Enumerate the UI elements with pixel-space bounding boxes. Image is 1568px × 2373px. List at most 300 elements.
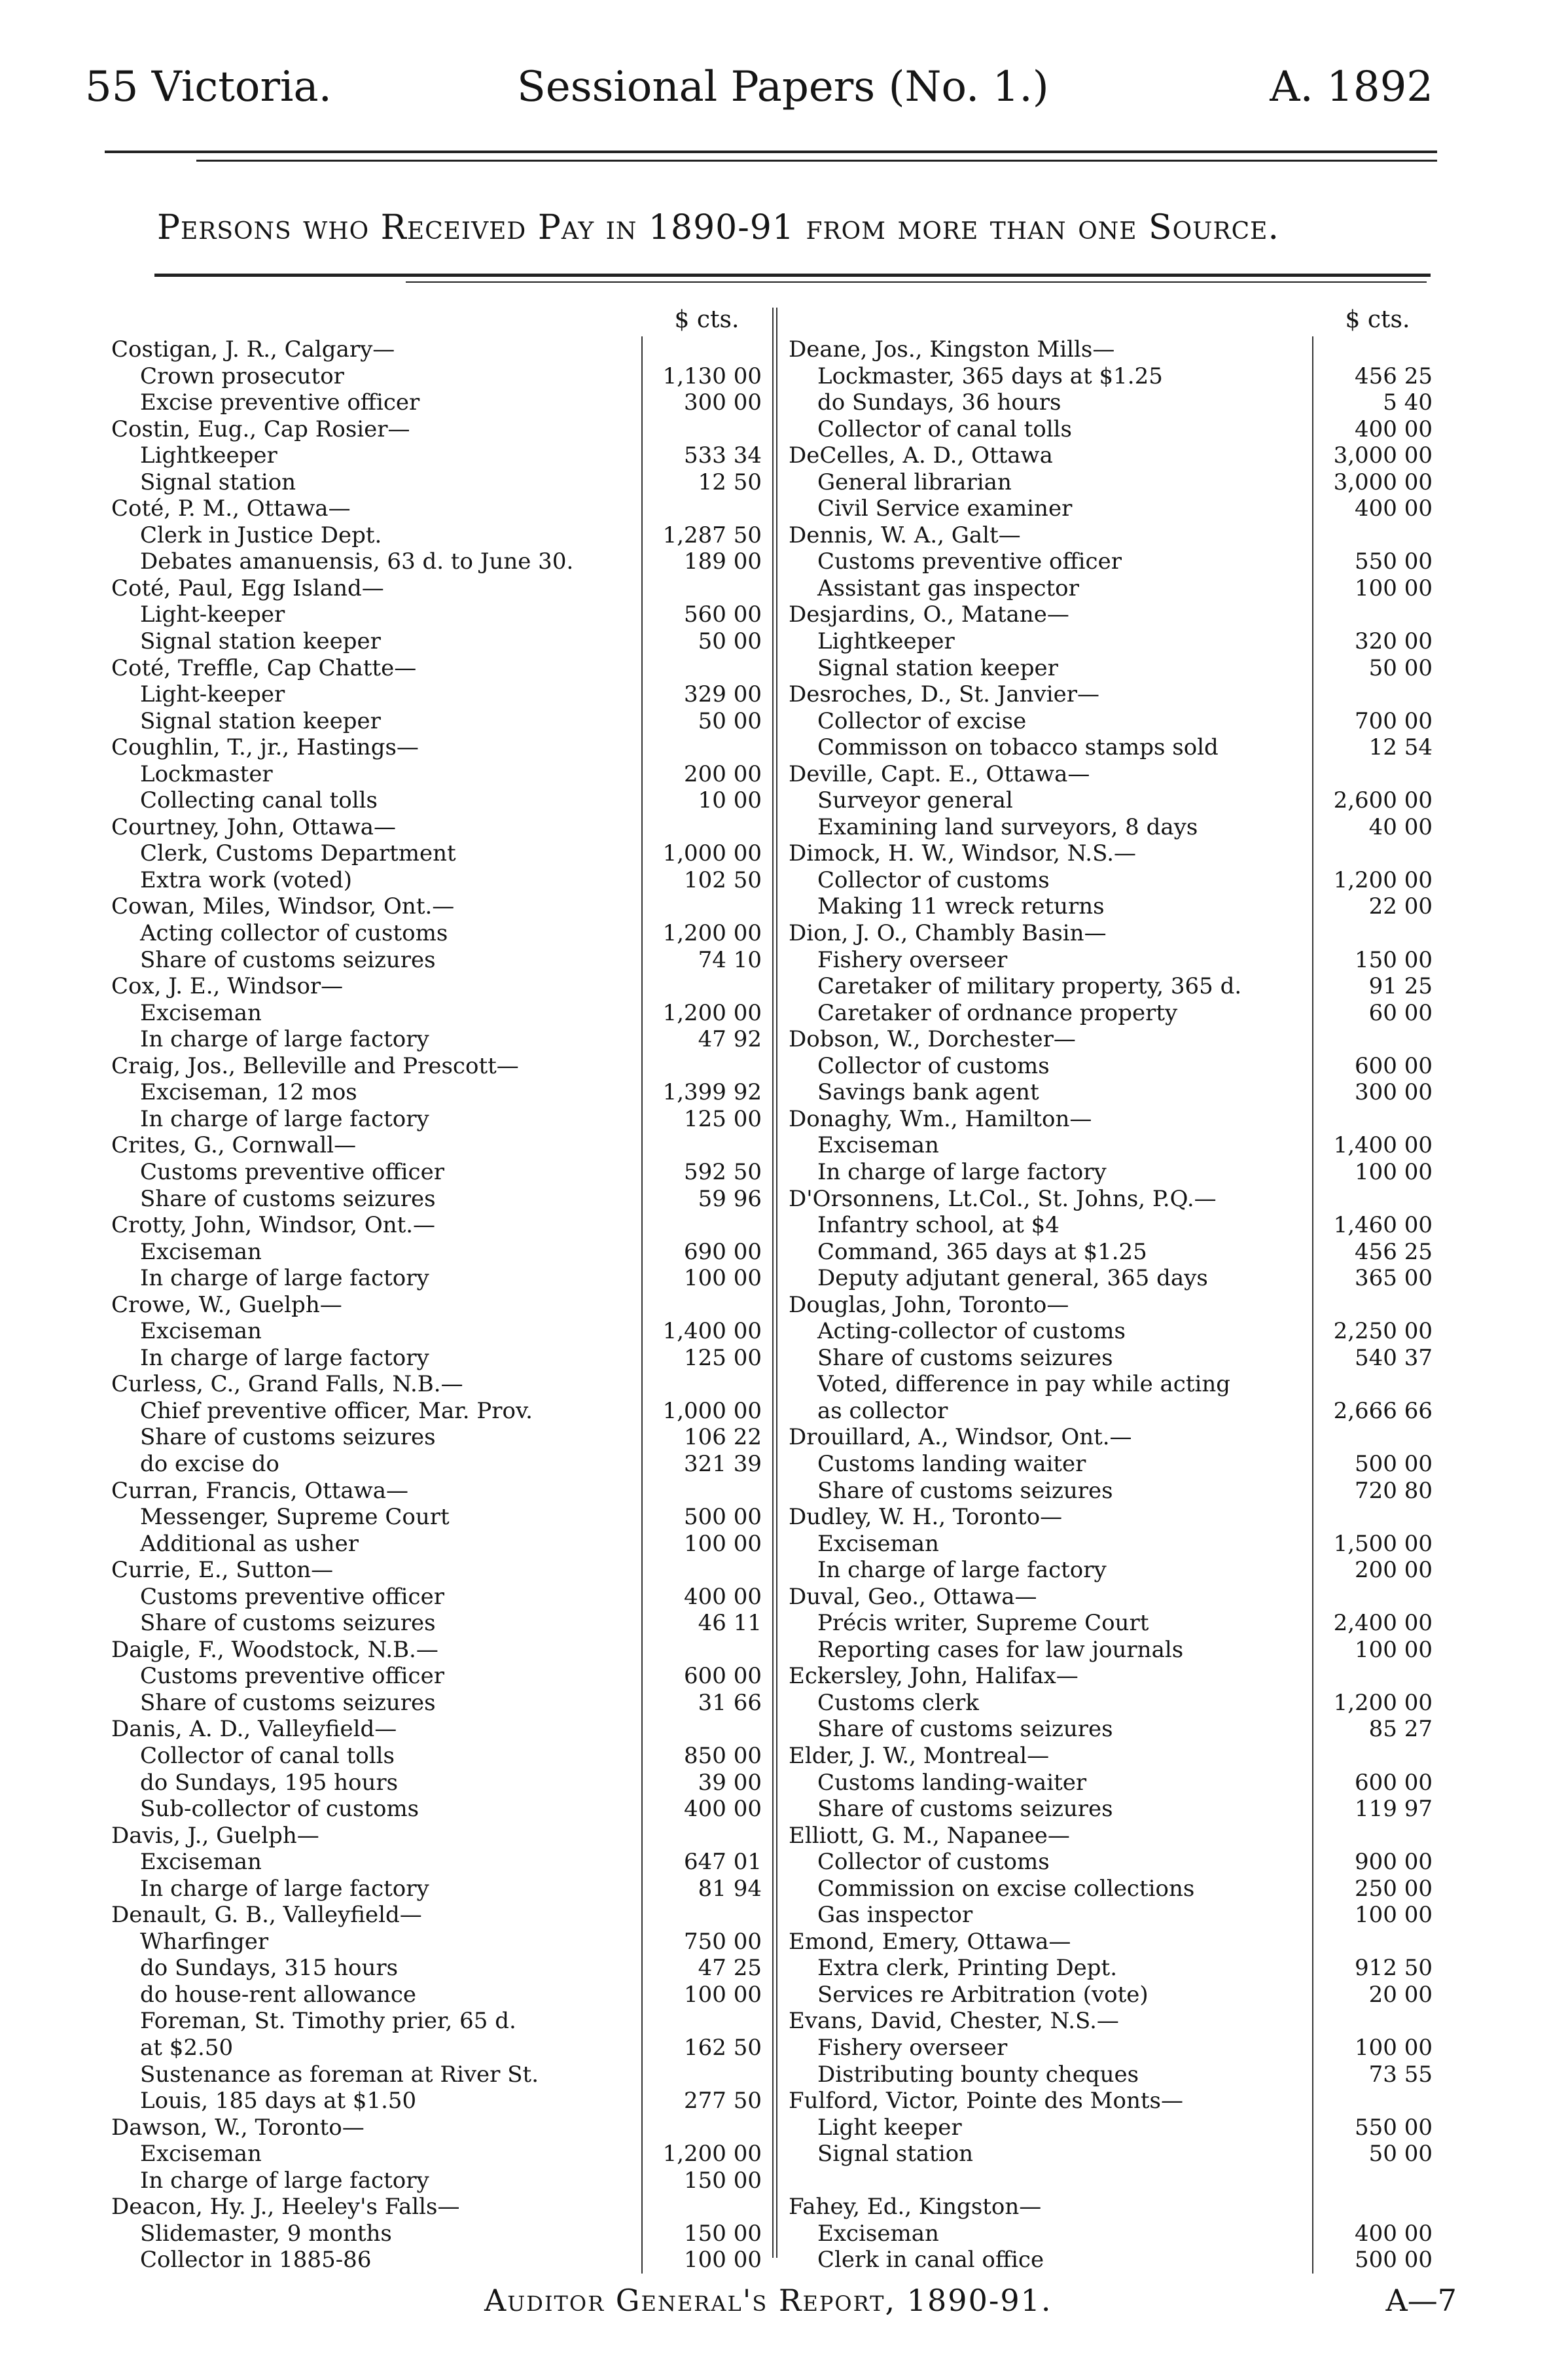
- column-divider-left: [772, 308, 774, 2258]
- payment-row: [111, 1451, 772, 1478]
- payment-description: Share of customs seizures: [140, 946, 436, 973]
- header-sessional-papers: Sessional Papers (No. 1.): [517, 63, 1049, 111]
- amount: 1,287 50: [641, 522, 772, 549]
- payment-row: [789, 2221, 1443, 2247]
- amount: 1,130 00: [641, 363, 772, 390]
- payment-row: [111, 1584, 772, 1611]
- payment-row: [789, 1398, 1443, 1425]
- amount: [641, 2194, 772, 2221]
- amount: 73 55: [1312, 2061, 1443, 2088]
- payment-description: Reporting cases for law journals: [817, 1636, 1184, 1663]
- payment-row: [789, 1770, 1443, 1796]
- amount: 592 50: [641, 1159, 772, 1186]
- amount: 46 11: [641, 1610, 772, 1637]
- payment-row: [789, 1079, 1443, 1106]
- amount: 690 00: [641, 1239, 772, 1266]
- person-row: [111, 1053, 772, 1080]
- person-row: [789, 1424, 1443, 1451]
- person-row: [789, 2088, 1443, 2114]
- person-name: Curless, C., Grand Falls, N.B.—: [111, 1371, 463, 1398]
- page-header: [85, 63, 1433, 122]
- person-name: Costigan, J. R., Calgary—: [111, 336, 395, 363]
- payment-row: [111, 1424, 772, 1451]
- person-name: D'Orsonnens, Lt.Col., St. Johns, P.Q.—: [789, 1185, 1217, 1212]
- amount: 106 22: [641, 1424, 772, 1451]
- amount: 321 39: [641, 1451, 772, 1478]
- person-row: [789, 1504, 1443, 1531]
- person-row: [789, 2008, 1443, 2035]
- person-row: [789, 336, 1443, 363]
- amount: [641, 416, 772, 443]
- payment-row: [789, 1557, 1443, 1584]
- payment-row: [111, 1345, 772, 1372]
- amount: [1312, 1584, 1443, 1611]
- payment-description: Signal station: [817, 2141, 974, 2168]
- amount: 500 00: [1312, 2247, 1443, 2274]
- person-name: Douglas, John, Toronto—: [789, 1291, 1069, 1318]
- person-row: [789, 2194, 1443, 2221]
- payment-description: Exciseman: [140, 1318, 262, 1345]
- amount: [1312, 2008, 1443, 2035]
- person-name: Deville, Capt. E., Ottawa—: [789, 760, 1090, 787]
- payment-row: [111, 2061, 772, 2088]
- payment-row: [111, 628, 772, 655]
- payment-row: [111, 363, 772, 390]
- person-name: Deane, Jos., Kingston Mills—: [789, 336, 1115, 363]
- payment-row: [111, 2247, 772, 2274]
- payment-row: [111, 1239, 772, 1266]
- person-row: [789, 1823, 1443, 1849]
- payment-description: Clerk in canal office: [817, 2247, 1044, 2274]
- payment-row: [111, 522, 772, 549]
- payment-description: Share of customs seizures: [140, 1610, 436, 1637]
- amount: 100 00: [641, 1531, 772, 1558]
- header-session: 55 Victoria.: [85, 63, 332, 111]
- payment-row: [789, 1371, 1443, 1398]
- payment-row: [789, 1531, 1443, 1558]
- person-name: Desjardins, O., Matane—: [789, 601, 1069, 628]
- amount: 277 50: [641, 2088, 772, 2114]
- payment-description: Share of customs seizures: [817, 1344, 1113, 1371]
- amount: [641, 655, 772, 682]
- payment-row: [789, 1637, 1443, 1664]
- amount: 3,000 00: [1312, 442, 1443, 469]
- payment-description: Lightkeeper: [140, 442, 277, 469]
- person-name: Coughlin, T., jr., Hastings—: [111, 734, 419, 761]
- payment-row: [111, 1610, 772, 1637]
- payment-row: [111, 1000, 772, 1027]
- person-name: Elliott, G. M., Napanee—: [789, 1822, 1070, 1849]
- payment-description: Messenger, Supreme Court: [140, 1504, 450, 1531]
- payment-description: In charge of large factory: [140, 1026, 429, 1053]
- payment-description: Lockmaster, 365 days at $1.25: [817, 363, 1163, 389]
- amount: 329 00: [641, 681, 772, 708]
- payment-row: [789, 1876, 1443, 1902]
- amount: 2,400 00: [1312, 1610, 1443, 1637]
- amount: 2,600 00: [1312, 787, 1443, 814]
- amount: 850 00: [641, 1743, 772, 1770]
- amount: 12 50: [641, 469, 772, 496]
- amount: [1312, 840, 1443, 867]
- person-name: Duval, Geo., Ottawa—: [789, 1583, 1037, 1610]
- person-row: [789, 601, 1443, 628]
- payment-description: Customs preventive officer: [140, 1158, 444, 1185]
- payment-description: In charge of large factory: [140, 1265, 429, 1292]
- person-name: Daigle, F., Woodstock, N.B.—: [111, 1636, 438, 1663]
- amount: 1,200 00: [641, 2141, 772, 2168]
- amount: 40 00: [1312, 814, 1443, 841]
- payment-row: [789, 1159, 1443, 1186]
- payment-description: Lightkeeper: [817, 628, 955, 655]
- amount: [1312, 2194, 1443, 2221]
- person-name: Coté, Paul, Egg Island—: [111, 575, 384, 601]
- amount: 125 00: [641, 1106, 772, 1133]
- person-name: Denault, G. B., Valleyfield—: [111, 1902, 422, 1929]
- payment-description: Assistant gas inspector: [817, 575, 1079, 601]
- person-row: [789, 761, 1443, 788]
- payment-description: Précis writer, Supreme Court: [817, 1610, 1149, 1637]
- payment-description: Share of customs seizures: [140, 1424, 436, 1451]
- person-row: [111, 1557, 772, 1584]
- person-name: [789, 2168, 1312, 2194]
- person-name: Desroches, D., St. Janvier—: [789, 681, 1099, 708]
- payment-description: Customs landing waiter: [817, 1450, 1086, 1477]
- payment-description: Signal station keeper: [140, 628, 381, 655]
- payment-row: [111, 2035, 772, 2061]
- payment-description: Distributing bounty cheques: [817, 2061, 1139, 2088]
- payment-description: Exciseman: [817, 2220, 939, 2247]
- amount: 300 00: [1312, 1079, 1443, 1106]
- payment-row: [789, 389, 1443, 416]
- payment-description: Light keeper: [817, 2114, 962, 2141]
- payment-description: Customs clerk: [817, 1689, 979, 1716]
- amount: 102 50: [641, 867, 772, 894]
- payment-description: Collector of canal tolls: [817, 416, 1072, 442]
- payment-row: [111, 1265, 772, 1292]
- person-row: [789, 1186, 1443, 1213]
- payment-row: [789, 548, 1443, 575]
- amount: [1312, 1424, 1443, 1451]
- person-name: Dennis, W. A., Galt—: [789, 522, 1021, 548]
- amount: 59 96: [641, 1186, 772, 1213]
- person-name: Fahey, Ed., Kingston—: [789, 2194, 1042, 2221]
- amount: 1,460 00: [1312, 1212, 1443, 1239]
- payment-description: Share of customs seizures: [817, 1796, 1113, 1823]
- person-name: Curran, Francis, Ottawa—: [111, 1477, 409, 1504]
- amount: 100 00: [641, 1265, 772, 1292]
- person-name: Crotty, John, Windsor, Ont.—: [111, 1212, 436, 1239]
- payment-row: [111, 1796, 772, 1823]
- person-row: [789, 920, 1443, 947]
- person-name: Drouillard, A., Windsor, Ont.—: [789, 1424, 1132, 1451]
- person-row: [111, 973, 772, 1000]
- amount: [641, 1637, 772, 1664]
- person-name: Crites, G., Cornwall—: [111, 1132, 357, 1159]
- payment-description: Collector of customs: [817, 1052, 1050, 1079]
- payment-description: Examining land surveyors, 8 days: [817, 813, 1198, 840]
- amount: [1312, 2088, 1443, 2114]
- amount: 540 37: [1312, 1345, 1443, 1372]
- amount: 100 00: [641, 1982, 772, 2008]
- person-row: [111, 1371, 772, 1398]
- amount: 100 00: [1312, 1159, 1443, 1186]
- payment-row: [789, 655, 1443, 682]
- payment-description: do Sundays, 315 hours: [140, 1955, 399, 1982]
- payment-row: [111, 2221, 772, 2247]
- person-name: Craig, Jos., Belleville and Prescott—: [111, 1052, 519, 1079]
- amount: [641, 495, 772, 522]
- payment-description: Collecting canal tolls: [140, 787, 378, 814]
- payment-row: [111, 2088, 772, 2114]
- amount: 100 00: [1312, 1902, 1443, 1929]
- payment-row: [111, 1690, 772, 1717]
- amount: [1312, 1504, 1443, 1531]
- payment-description: Clerk in Justice Dept.: [140, 522, 382, 548]
- payment-description: In charge of large factory: [140, 1105, 429, 1132]
- payment-row: [789, 1955, 1443, 1982]
- amount: [1312, 1292, 1443, 1319]
- payment-description: Exciseman: [140, 1849, 262, 1876]
- amount: 400 00: [1312, 495, 1443, 522]
- payment-row: [789, 1982, 1443, 2008]
- amount: 600 00: [641, 1663, 772, 1690]
- payment-description: do house-rent allowance: [140, 1981, 417, 2008]
- payment-row: [789, 416, 1443, 443]
- payment-row: [111, 2141, 772, 2168]
- amount: 250 00: [1312, 1876, 1443, 1902]
- person-name: Dion, J. O., Chambly Basin—: [789, 920, 1107, 947]
- amount: 1,200 00: [1312, 1690, 1443, 1717]
- person-name: Eckersley, John, Halifax—: [789, 1663, 1078, 1690]
- payment-description: Exciseman: [140, 999, 262, 1026]
- payment-row: [111, 708, 772, 735]
- payment-description: Customs preventive officer: [140, 1663, 444, 1690]
- payment-row: [789, 1212, 1443, 1239]
- amount: [1312, 1663, 1443, 1690]
- payment-row: [789, 1716, 1443, 1743]
- amount: 119 97: [1312, 1796, 1443, 1823]
- payment-row: [111, 1849, 772, 1876]
- payment-row: [789, 814, 1443, 841]
- amount: 47 25: [641, 1955, 772, 1982]
- payment-row: [111, 1026, 772, 1053]
- amount: 1,200 00: [641, 920, 772, 947]
- amount: 750 00: [641, 1929, 772, 1955]
- payment-row: [789, 1796, 1443, 1823]
- amount: 91 25: [1312, 973, 1443, 1000]
- payment-description: Collector in 1885-86: [140, 2247, 372, 2274]
- payment-description: Caretaker of ordnance property: [817, 999, 1178, 1026]
- right-rows: [789, 336, 1443, 2274]
- payment-description: Debates amanuensis, 63 d. to June 30.: [140, 548, 574, 575]
- payment-description: Deputy adjutant general, 365 days: [817, 1265, 1208, 1292]
- amount: 1,400 00: [641, 1318, 772, 1345]
- amount: 39 00: [641, 1770, 772, 1796]
- amount: 100 00: [1312, 2035, 1443, 2061]
- person-name: Dawson, W., Toronto—: [111, 2114, 365, 2141]
- person-name: DeCelles, A. D., Ottawa: [789, 442, 1053, 469]
- payment-row: [111, 761, 772, 788]
- payment-row: [111, 1186, 772, 1213]
- amount: 1,399 92: [641, 1079, 772, 1106]
- amount: 150 00: [1312, 947, 1443, 974]
- person-row: [111, 1902, 772, 1929]
- amount: [641, 1902, 772, 1929]
- amount: 150 00: [641, 2221, 772, 2247]
- payment-description: at $2.50: [140, 2035, 234, 2061]
- payment-description: Collector of customs: [817, 1849, 1050, 1876]
- payment-description: Slidemaster, 9 months: [140, 2220, 392, 2247]
- payment-description: Share of customs seizures: [140, 1689, 436, 1716]
- amount: 3,000 00: [1312, 469, 1443, 496]
- column-divider-right: [776, 308, 777, 2258]
- amount: 550 00: [1312, 548, 1443, 575]
- amount: 500 00: [641, 1504, 772, 1531]
- person-row: [789, 1106, 1443, 1133]
- payment-description: Lockmaster: [140, 760, 273, 787]
- person-row: [789, 681, 1443, 708]
- payment-row: [789, 2247, 1443, 2274]
- payment-row: [111, 469, 772, 496]
- payment-description: Additional as usher: [140, 1530, 359, 1557]
- payment-description: Gas inspector: [817, 1902, 973, 1929]
- amount: 22 00: [1312, 893, 1443, 920]
- payment-row: [111, 787, 772, 814]
- amount: 550 00: [1312, 2114, 1443, 2141]
- person-name: Dobson, W., Dorchester—: [789, 1026, 1076, 1053]
- payment-row: [111, 1955, 772, 1982]
- payment-row: [789, 2141, 1443, 2168]
- payment-description: Fishery overseer: [817, 946, 1008, 973]
- payment-description: Share of customs seizures: [140, 1185, 436, 1212]
- amount: [1312, 2168, 1443, 2194]
- amount: 1,500 00: [1312, 1531, 1443, 1558]
- amount: 533 34: [641, 442, 772, 469]
- payment-row: [789, 2035, 1443, 2061]
- payment-row: [789, 1610, 1443, 1637]
- amount: 20 00: [1312, 1982, 1443, 2008]
- right-column: [789, 306, 1443, 2274]
- amount: [641, 1132, 772, 1159]
- payment-row: [111, 2168, 772, 2194]
- payment-description: Chief preventive officer, Mar. Prov.: [140, 1397, 533, 1424]
- payment-description: Sustenance as foreman at River St.: [140, 2061, 539, 2088]
- person-row: [789, 1743, 1443, 1770]
- person-row: [789, 840, 1443, 867]
- payment-row: [789, 734, 1443, 761]
- person-name: Cox, J. E., Windsor—: [111, 973, 344, 1000]
- person-row: [111, 2114, 772, 2141]
- payment-row: [789, 787, 1443, 814]
- amount: 125 00: [641, 1345, 772, 1372]
- payment-row: [111, 548, 772, 575]
- person-row: [789, 1026, 1443, 1053]
- amount: 600 00: [1312, 1053, 1443, 1080]
- payment-row: [789, 1053, 1443, 1080]
- person-row: [111, 1823, 772, 1849]
- header-rule-secondary: [196, 160, 1437, 162]
- person-name: Crowe, W., Guelph—: [111, 1291, 342, 1318]
- amount: 50 00: [1312, 655, 1443, 682]
- payment-row: [111, 1929, 772, 1955]
- payment-description: Extra clerk, Printing Dept.: [817, 1955, 1118, 1982]
- payment-description: Making 11 wreck returns: [817, 893, 1105, 920]
- amount: 50 00: [641, 708, 772, 735]
- person-row: [111, 1292, 772, 1319]
- person-name: Evans, David, Chester, N.S.—: [789, 2008, 1119, 2035]
- payment-description: In charge of large factory: [140, 1344, 429, 1371]
- person-row: [111, 336, 772, 363]
- left-column: [111, 306, 772, 2274]
- payment-row: [111, 1982, 772, 2008]
- person-row: [111, 1637, 772, 1664]
- amount: [641, 1212, 772, 1239]
- payment-description: Foreman, St. Timothy prier, 65 d.: [140, 2008, 516, 2035]
- amount: 162 50: [641, 2035, 772, 2061]
- payment-description: Exciseman: [140, 2141, 262, 2168]
- amount: 100 00: [1312, 575, 1443, 602]
- payment-row: [111, 1079, 772, 1106]
- payment-description: Crown prosecutor: [140, 363, 344, 389]
- header-year: A. 1892: [1270, 63, 1433, 111]
- amount: 700 00: [1312, 708, 1443, 735]
- payment-row: [789, 1451, 1443, 1478]
- payment-row: [111, 1504, 772, 1531]
- payment-description: Customs preventive officer: [817, 548, 1122, 575]
- person-name: Cowan, Miles, Windsor, Ont.—: [111, 893, 455, 920]
- payment-description: Light-keeper: [140, 601, 285, 628]
- payment-description: Exciseman: [817, 1530, 939, 1557]
- payment-row: [789, 1265, 1443, 1292]
- payment-description: In charge of large factory: [140, 2167, 429, 2194]
- amount: [641, 734, 772, 761]
- amount: [1312, 681, 1443, 708]
- payment-row: [111, 681, 772, 708]
- person-row: [789, 442, 1443, 469]
- amount: 189 00: [641, 548, 772, 575]
- footer-page-number: A—7: [1385, 2283, 1457, 2318]
- units-label: $ cts.: [1345, 306, 1410, 333]
- payment-description: Command, 365 days at $1.25: [817, 1238, 1147, 1265]
- payment-description: Savings bank agent: [817, 1079, 1039, 1106]
- payment-row: [111, 1876, 772, 1902]
- person-row: [789, 1584, 1443, 1611]
- amount: 81 94: [641, 1876, 772, 1902]
- payment-description: Acting collector of customs: [140, 920, 448, 947]
- amount: [1312, 1026, 1443, 1053]
- payment-description: In charge of large factory: [140, 1875, 429, 1902]
- amount: [1312, 522, 1443, 549]
- amount: 1,000 00: [641, 840, 772, 867]
- amount: 400 00: [1312, 2221, 1443, 2247]
- payment-description: Exciseman: [140, 1238, 262, 1265]
- right-units-header: [789, 306, 1443, 336]
- left-rows: [111, 336, 772, 2274]
- amount: [1312, 601, 1443, 628]
- payment-description: Share of customs seizures: [817, 1477, 1113, 1504]
- payment-row: [111, 1531, 772, 1558]
- amount: [641, 336, 772, 363]
- amount: [1312, 1186, 1443, 1213]
- payment-description: Signal station: [140, 469, 296, 495]
- person-name: Costin, Eug., Cap Rosier—: [111, 416, 410, 442]
- person-row: [111, 1478, 772, 1505]
- payment-description: Commisson on tobacco stamps sold: [817, 734, 1219, 761]
- person-name: Coté, P. M., Ottawa—: [111, 495, 351, 522]
- payment-description: Exciseman: [817, 1132, 939, 1159]
- amount: [1312, 1823, 1443, 1849]
- person-name: Elder, J. W., Montreal—: [789, 1742, 1050, 1769]
